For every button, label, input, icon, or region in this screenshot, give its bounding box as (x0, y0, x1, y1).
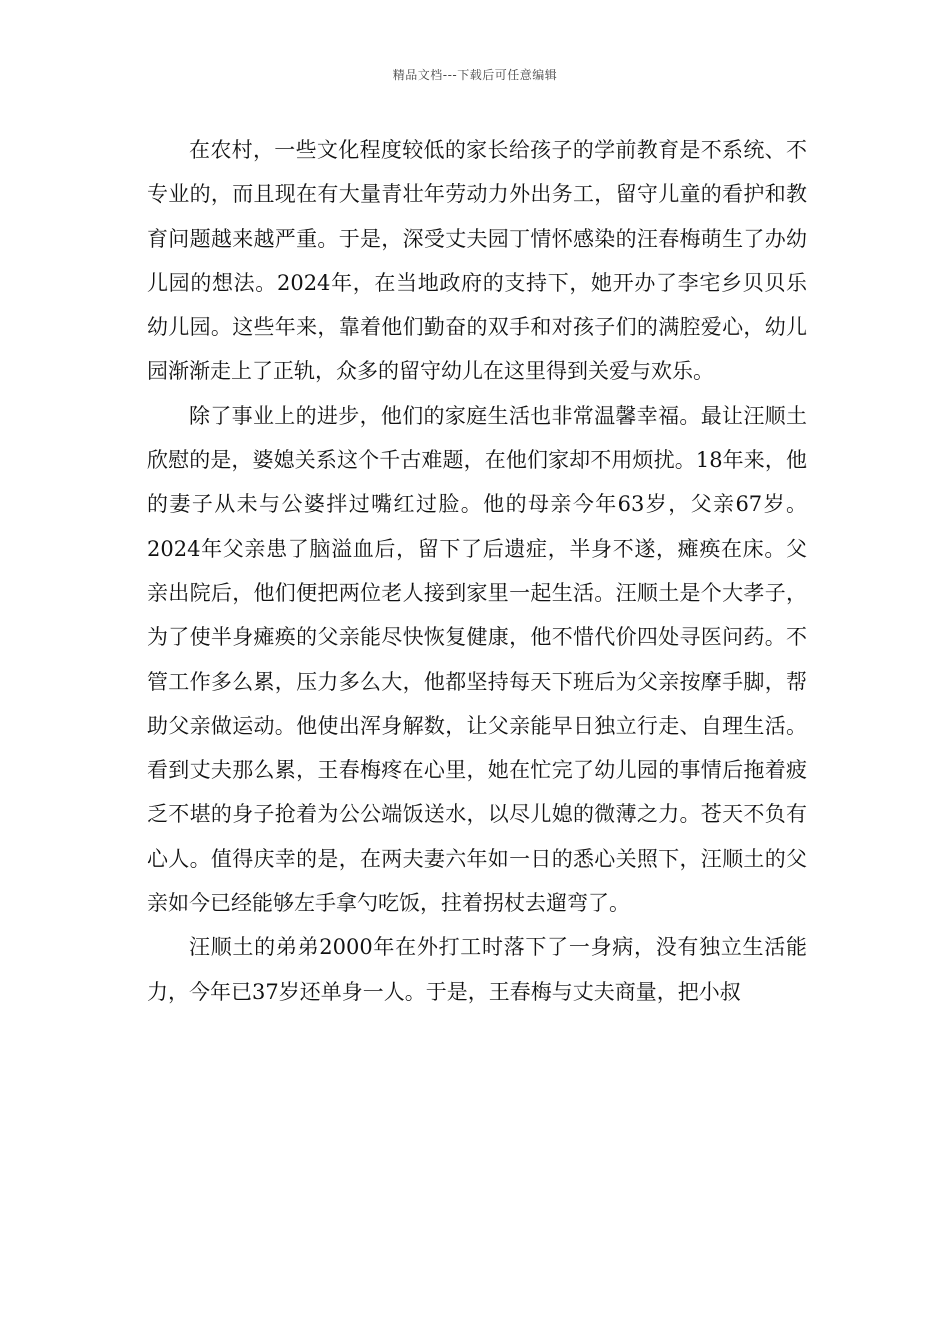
paragraph-family-life: 除了事业上的进步，他们的家庭生活也非常温馨幸福。最让汪顺土欣慰的是，婆媳关系这个千古难题，在他们家却不用烦扰。18年来，他的妻子从未与公婆拌过嘴红过脸。他的母亲今年63岁，父亲67岁。2024年父亲患了脑溢血后，留下了后遗症，半身不遂，瘫痪在床。父亲出院后，他们便把两位老人接到家里一起生活。汪顺土是个大孝子，为了使半身瘫痪的父亲能尽快恢复健康，他不惜代价四处寻医问药。不管工作多么累，压力多么大，他都坚持每天下班后为父亲按摩手脚，帮助父亲做运动。他使出浑身解数，让父亲能早日独立行走、自理生活。看到丈夫那么累，王春梅疼在心里，她在忙完了幼儿园的事情后拖着疲乏不堪的身子抢着为公公端饭送水，以尽儿媳的微薄之力。苍天不负有心人。值得庆幸的是，在两夫妻六年如一日的悉心关照下，汪顺土的父亲如今已经能够左手拿勺吃饭，拄着拐杖去遛弯了。 (147, 403, 807, 916)
document-body (147, 128, 807, 1014)
paragraph-brother: 汪顺土的弟弟2000年在外打工时落下了一身病，没有独立生活能力，今年已37岁还单身一人。于是，王春梅与丈夫商量，把小叔 (147, 935, 807, 1004)
page-header: 精品文档---下载后可任意编辑 (392, 68, 558, 82)
paragraph-kindergarten: 在农村，一些文化程度较低的家长给孩子的学前教育是不系统、不专业的，而且现在有大量青壮年劳动力外出务工，留守儿童的看护和教育问题越来越严重。于是，深受丈夫园丁情怀感染的汪春梅萌生了办幼儿园的想法。2024年，在当地政府的支持下，她开办了李宅乡贝贝乐幼儿园。这些年来，靠着他们勤奋的双手和对孩子们的满腔爱心，幼儿园渐渐走上了正轨，众多的留守幼儿在这里得到关爱与欢乐。 (147, 138, 807, 384)
